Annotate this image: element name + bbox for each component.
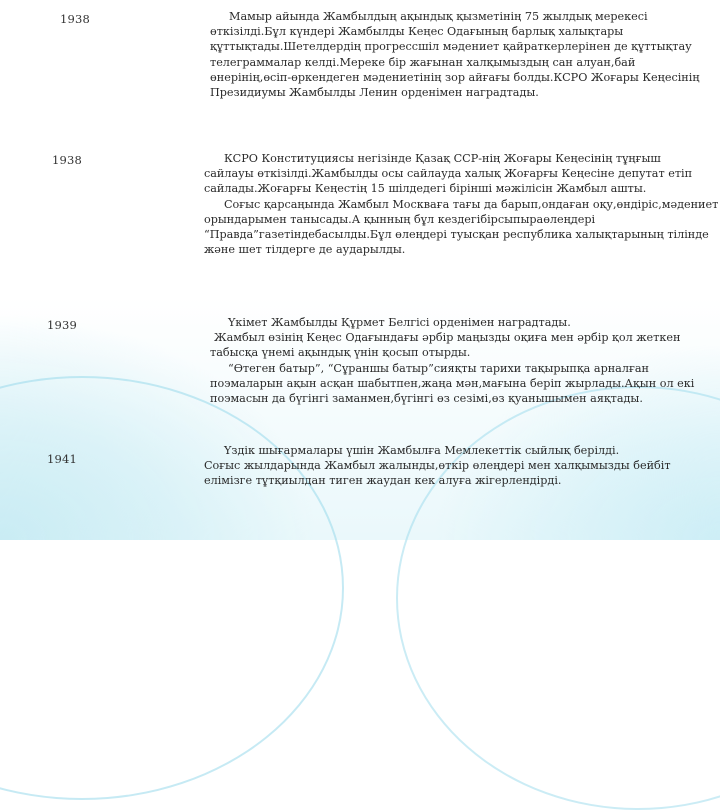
- entry-text: [208, 315, 694, 406]
- entry-year: 1938: [60, 12, 91, 26]
- entry-line: және шет тілдерге де аударылды.: [204, 243, 406, 257]
- decorative-arc-left: [0, 376, 344, 800]
- entry-line: Үздік шығармалары үшін Жамбылға Мемлекеттік сыйлық берілді.: [224, 444, 620, 457]
- entry-line: өткізілді.Бұл күндері Жамбылды Кеңес Одағының барлық халықтары: [210, 25, 624, 39]
- entry-line: Соғыс жылдарында Жамбыл жалынды,өткір өлеңдері мен халқымызды бейбіт: [204, 459, 671, 473]
- entry-line: орындарымен танысады.А қынның бұл кездегібірсыпыраөлеңдері: [204, 212, 596, 226]
- entry-year: 1941: [47, 452, 78, 466]
- entry-line: елімізге тұтқиылдан тиген жаудан кек алуға жігерлендірді.: [204, 474, 562, 488]
- entry-line: “Правда”газетіндебасылды.Бұл өлеңдері туысқан республика халықтарының тілінде: [204, 228, 709, 242]
- entry-year: 1938: [52, 153, 83, 167]
- entry-line: телеграммалар келді.Мереке бір жағынан халқымыздың сан алуан,бай: [210, 55, 636, 69]
- entry-line: КСРО Конституциясы негізінде Қазақ ССР-нің Жоғары Кеңесінің тұңғыш: [224, 152, 661, 165]
- entry-text: [208, 9, 700, 100]
- entry-line: табысқа үнемі ақындық үнін қосып отырды.: [210, 346, 471, 360]
- entry-line: құттықтады.Шетелдердің прогрессшіл мәдениет қайраткерлерінен де құттықтау: [210, 40, 692, 54]
- entry-text: [204, 443, 671, 489]
- entry-line: сайлауы өткізілді.Жамбылды осы сайлауда халық Жоғарғы Кеңесіне депутат етіп: [204, 167, 693, 181]
- entry-line: Президиумы Жамбылды Ленин орденімен наградтады.: [210, 86, 539, 100]
- entry-line: Соғыс қарсаңында Жамбыл Москваға тағы да барып,ондаған оқу,өндіріс,мәдениет: [224, 197, 719, 211]
- entry-text: [204, 151, 718, 257]
- entry-line: “Өтеген батыр”, “Сұраншы батыр”сияқты тарихи тақырыпқа арналған: [228, 361, 649, 375]
- entry-line: Үкімет Жамбылды Құрмет Белгісі орденімен наградтады.: [228, 316, 571, 329]
- entry-year: 1939: [47, 318, 78, 332]
- entry-line: Мамыр айында Жамбылдың ақындық қызметінің 75 жылдық мерекесі: [229, 10, 648, 23]
- entry-line: Жамбыл өзінің Кеңес Одағындағы әрбір маңызды оқиға мен әрбір қол жеткен: [214, 331, 681, 345]
- entry-line: поэмасын да бүгінгі заманмен,бүгінгі өз сезімі,өз қуанышымен аяқтады.: [210, 392, 643, 406]
- entry-line: сайлады.Жоғарғы Кеңестің 15 шілдедегі бірінші мәжілісін Жамбыл ашты.: [204, 182, 647, 196]
- entry-line: өнерінің,өсіп-өркендеген мәдениетінің зор айғағы болды.КСРО Жоғары Кеңесінің: [210, 70, 700, 84]
- entry-line: поэмаларын ақын асқан шабытпен,жаңа мән,мағына беріп жырлады.Ақын ол екі: [210, 376, 695, 390]
